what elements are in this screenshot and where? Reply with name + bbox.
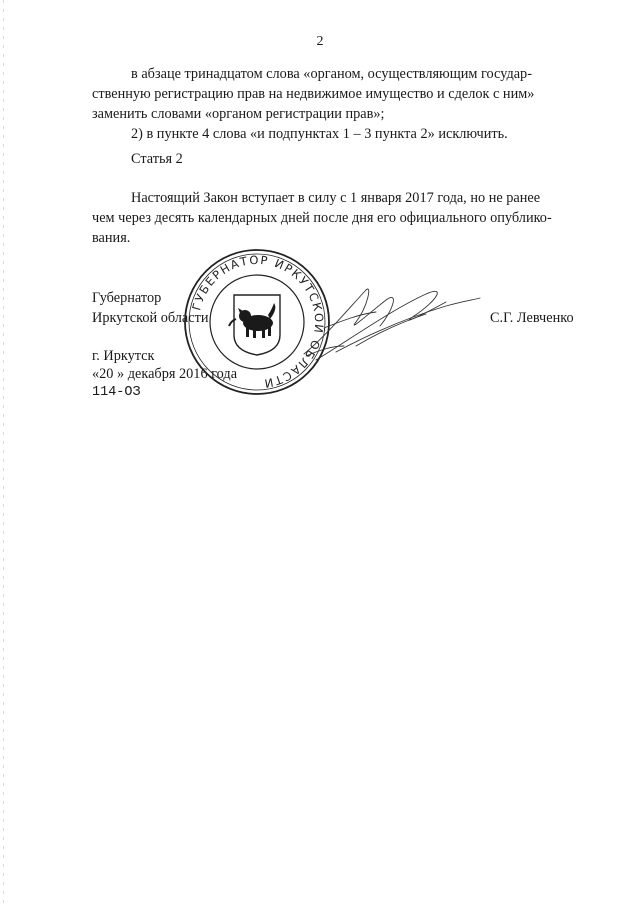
scan-edge <box>3 0 4 905</box>
paragraph-point-2: 2) в пункте 4 слова «и подпунктах 1 – 3 пункта 2» исключить. <box>131 126 508 142</box>
signer-title-line2: Иркутской области <box>92 310 209 326</box>
seal-ring-text: ГУБЕРНАТОР ИРКУТСКОЙ ОБЛАСТИ <box>189 252 327 391</box>
paragraph-line: в абзаце тринадцатом слова «органом, осуществляющим государ- <box>131 66 532 82</box>
place-of-signing: г. Иркутск <box>92 348 155 364</box>
paragraph-line: вания. <box>92 230 131 246</box>
article-heading: Статья 2 <box>131 151 183 167</box>
signing-date: «20 » декабря 2016 года <box>92 366 238 382</box>
signer-title-line1: Губернатор <box>92 290 162 306</box>
law-number: 114-ОЗ <box>92 385 141 400</box>
signer-name: С.Г. Левченко <box>490 310 574 326</box>
page-number: 2 <box>316 34 324 49</box>
paragraph-line: чем через десять календарных дней после дня его официального опублико- <box>92 210 552 226</box>
paragraph-line: Настоящий Закон вступает в силу с 1 января 2017 года, но не ранее <box>131 190 541 206</box>
handwritten-signature <box>296 276 486 368</box>
paragraph-line: заменить словами «органом регистрации прав»; <box>92 106 385 122</box>
paragraph-line: ственную регистрацию прав на недвижимое имущество и сделок с ним» <box>92 86 535 102</box>
